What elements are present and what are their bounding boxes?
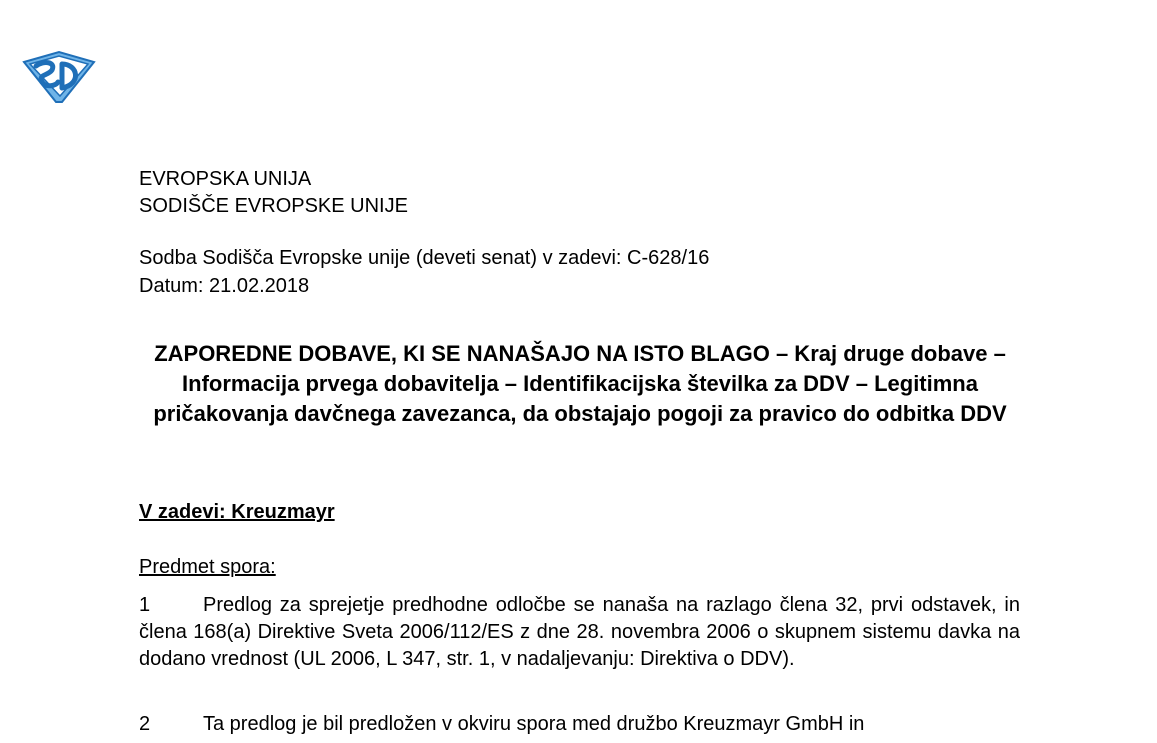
paragraph-1 — [139, 592, 1020, 673]
paragraph-text: Ta predlog je bil predložen v okviru spora med družbo Kreuzmayr GmbH in — [203, 713, 865, 735]
case-subject: V zadevi: Kreuzmayr — [139, 501, 335, 523]
case-date: Datum: 21.02.2018 — [139, 275, 310, 297]
paragraph-number: 2 — [139, 713, 151, 735]
court-header — [139, 166, 408, 220]
paragraph-2 — [139, 711, 1020, 738]
section-label-subject-matter: Predmet spora: — [139, 556, 276, 578]
case-reference: Sodba Sodišča Evropske unije (deveti senat) v zadevi: C-628/16 — [139, 247, 710, 269]
judgment-headline: ZAPOREDNE DOBAVE, KI SE NANAŠAJO NA ISTO BLAGO – Kraj druge dobave – Informacija prvega dobavitelja – Identifikacijska številka za DDV – Legitimna pričakovanja davčnega zavezanca, da obstajajo pogoji za pravico do odbitka DDV — [153, 341, 1007, 426]
court-name: SODIŠČE EVROPSKE UNIJE — [139, 195, 408, 217]
union-name: EVROPSKA UNIJA — [139, 168, 312, 190]
paragraph-text: Predlog za sprejetje predhodne odločbe se nanaša na razlago člena 32, prvi odstavek, in člena 168(a) Direktive Sveta 2006/112/ES z dne 28. novembra 2006 o skupnem sistemu davka na dodano vrednost (UL 2006, L 347, str. 1, v nadaljevanju: Direktiva o DDV). — [139, 594, 1020, 670]
case-info — [139, 244, 709, 300]
court-logo-icon — [22, 50, 96, 104]
court-logo — [22, 50, 96, 104]
paragraph-number: 1 — [139, 594, 151, 616]
